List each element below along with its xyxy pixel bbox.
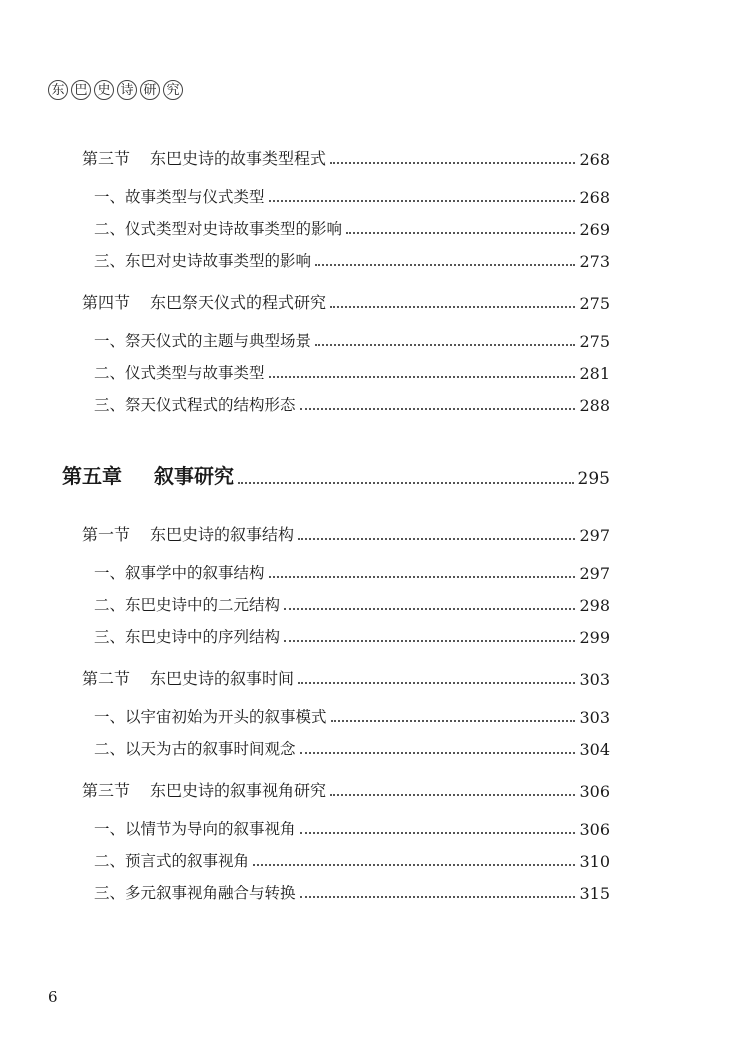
toc-leader-dots [300, 408, 576, 410]
toc-leader-dots [253, 864, 575, 866]
toc-leader-dots [269, 576, 576, 578]
header-char: 东 [48, 80, 68, 100]
toc-label: 三、祭天仪式程式的结构形态 [94, 396, 296, 414]
toc-label: 三、多元叙事视角融合与转换 [94, 884, 296, 902]
toc-page-number: 303 [579, 708, 610, 727]
toc-leader-dots [284, 608, 575, 610]
toc-leader-dots [269, 376, 576, 378]
toc-leader-dots [300, 752, 576, 754]
toc-item[interactable] [0, 621, 610, 647]
toc-page-number: 304 [579, 740, 610, 759]
toc-title: 东巴祭天仪式的程式研究 [150, 293, 327, 312]
toc-item[interactable] [0, 701, 610, 727]
toc-leader-dots [315, 344, 575, 346]
toc-title: 东巴史诗的叙事时间 [150, 669, 295, 688]
header-char: 诗 [117, 80, 137, 100]
toc-number: 第二节 [82, 669, 131, 688]
toc-leader-dots [331, 720, 576, 722]
toc-page-number: 303 [579, 670, 610, 689]
toc-item[interactable] [0, 213, 610, 239]
toc-page-number: 268 [579, 188, 610, 207]
toc-leader-dots [269, 200, 576, 202]
toc-page-number: 288 [579, 396, 610, 415]
toc-leader-dots [300, 896, 576, 898]
toc-page-number: 310 [579, 852, 610, 871]
toc-page-number: 297 [579, 564, 610, 583]
header-char: 究 [163, 80, 183, 100]
toc-label: 一、叙事学中的叙事结构 [94, 564, 265, 582]
toc-page-number: 295 [577, 469, 610, 489]
toc-leader-dots [284, 640, 575, 642]
toc-label: 二、仪式类型对史诗故事类型的影响 [94, 220, 343, 238]
toc-item[interactable] [0, 877, 610, 903]
toc-item[interactable] [0, 181, 610, 207]
toc-label [82, 290, 326, 313]
toc-page-number: 306 [579, 820, 610, 839]
toc-label [82, 146, 326, 169]
toc-item[interactable] [0, 245, 610, 271]
toc-leader-dots [298, 538, 575, 540]
header-char: 巴 [71, 80, 91, 100]
toc-leader-dots [346, 232, 575, 234]
toc-page-number: 273 [579, 252, 610, 271]
toc-chapter[interactable] [0, 463, 610, 489]
toc-page-number: 299 [579, 628, 610, 647]
toc-leader-dots [330, 794, 575, 796]
toc-label [62, 460, 234, 489]
toc-page-number: 275 [579, 294, 610, 313]
toc-page-number: 298 [579, 596, 610, 615]
header-char: 研 [140, 80, 160, 100]
toc-item[interactable] [0, 389, 610, 415]
toc-label: 二、东巴史诗中的二元结构 [94, 596, 281, 614]
toc-title: 东巴史诗的叙事结构 [150, 525, 295, 544]
toc-item[interactable] [0, 357, 610, 383]
toc-page-number: 315 [579, 884, 610, 903]
toc-item[interactable] [0, 589, 610, 615]
header-char: 史 [94, 80, 114, 100]
toc-leader-dots [300, 832, 576, 834]
toc-label: 一、祭天仪式的主题与典型场景 [94, 332, 312, 350]
toc-page-number: 269 [579, 220, 610, 239]
toc-label: 二、以天为古的叙事时间观念 [94, 740, 296, 758]
toc-leader-dots [238, 482, 574, 484]
toc-number: 第五章 [62, 464, 122, 488]
toc-item[interactable] [0, 845, 610, 871]
toc-number: 第三节 [82, 781, 131, 800]
toc-page-number: 281 [579, 364, 610, 383]
toc-label: 二、预言式的叙事视角 [94, 852, 250, 870]
toc-page-number: 275 [579, 332, 610, 351]
toc-title: 东巴史诗的故事类型程式 [150, 149, 327, 168]
toc-section[interactable] [0, 775, 610, 801]
toc-section[interactable] [0, 519, 610, 545]
toc-page-number: 306 [579, 782, 610, 801]
toc-title: 叙事研究 [154, 464, 234, 488]
toc-item[interactable] [0, 557, 610, 583]
toc-number: 第四节 [82, 293, 131, 312]
toc-section[interactable] [0, 663, 610, 689]
toc-number: 第一节 [82, 525, 131, 544]
toc-label: 三、东巴对史诗故事类型的影响 [94, 252, 312, 270]
toc-item[interactable] [0, 325, 610, 351]
toc-title: 东巴史诗的叙事视角研究 [150, 781, 327, 800]
toc-label: 一、以宇宙初始为开头的叙事模式 [94, 708, 327, 726]
toc-section[interactable] [0, 287, 610, 313]
toc-leader-dots [330, 162, 575, 164]
toc-label [82, 666, 294, 689]
toc-label: 三、东巴史诗中的序列结构 [94, 628, 281, 646]
toc-leader-dots [315, 264, 575, 266]
toc-label: 二、仪式类型与故事类型 [94, 364, 265, 382]
running-header [48, 80, 183, 100]
toc-page-number: 297 [579, 526, 610, 545]
toc-label [82, 522, 294, 545]
toc-item[interactable] [0, 813, 610, 839]
toc-label [82, 778, 326, 801]
page-number: 6 [48, 988, 58, 1006]
toc-leader-dots [298, 682, 575, 684]
toc-page-number: 268 [579, 150, 610, 169]
toc-label: 一、故事类型与仪式类型 [94, 188, 265, 206]
toc-leader-dots [330, 306, 575, 308]
toc-section[interactable] [0, 143, 610, 169]
toc-label: 一、以情节为导向的叙事视角 [94, 820, 296, 838]
toc-number: 第三节 [82, 149, 131, 168]
toc-item[interactable] [0, 733, 610, 759]
